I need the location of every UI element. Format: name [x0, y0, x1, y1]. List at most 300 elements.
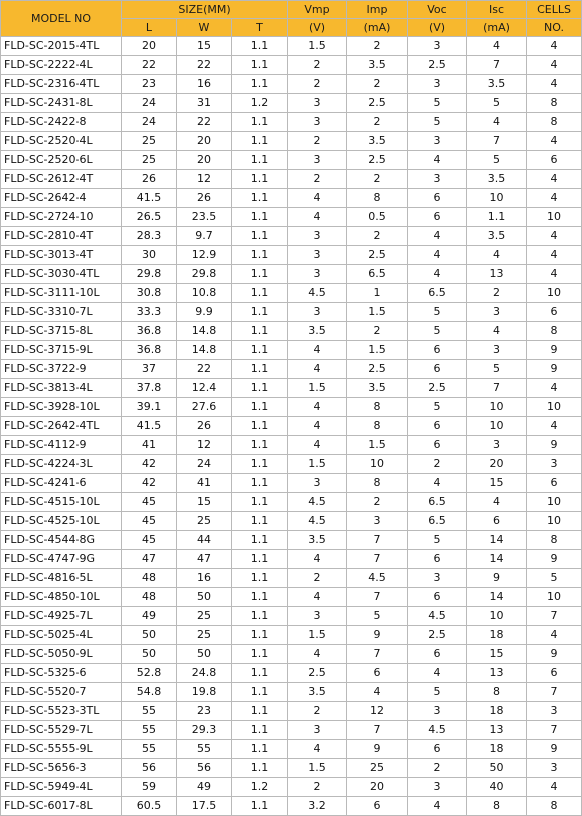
cell-width: 55: [177, 740, 232, 759]
cell-imp: 7: [347, 721, 408, 740]
cell-thickness: 1.1: [232, 664, 288, 683]
table-row: [1, 94, 582, 113]
cell-length: 30: [122, 246, 177, 265]
cell-width: 26: [177, 189, 232, 208]
cell-thickness: 1.1: [232, 683, 288, 702]
cell-isc: 18: [467, 702, 527, 721]
cell-isc: 10: [467, 417, 527, 436]
cell-thickness: 1.1: [232, 208, 288, 227]
cell-length: 48: [122, 569, 177, 588]
cell-imp: 0.5: [347, 208, 408, 227]
cell-vmp: 4: [288, 360, 347, 379]
cell-model-no: FLD-SC-3013-4T: [1, 246, 122, 265]
cell-imp: 6.5: [347, 265, 408, 284]
cell-imp: 4.5: [347, 569, 408, 588]
cell-width: 10.8: [177, 284, 232, 303]
cell-length: 41.5: [122, 189, 177, 208]
cell-width: 56: [177, 759, 232, 778]
cell-model-no: FLD-SC-4747-9G: [1, 550, 122, 569]
cell-cells: 3: [527, 759, 582, 778]
table-row: [1, 664, 582, 683]
cell-cells: 9: [527, 436, 582, 455]
cell-model-no: FLD-SC-5529-7L: [1, 721, 122, 740]
header-voc-unit: (V): [408, 19, 467, 37]
cell-isc: 4: [467, 37, 527, 56]
cell-isc: 1.1: [467, 208, 527, 227]
cell-imp: 3.5: [347, 56, 408, 75]
cell-imp: 6: [347, 797, 408, 816]
cell-isc: 20: [467, 455, 527, 474]
cell-cells: 10: [527, 398, 582, 417]
table-row: [1, 246, 582, 265]
cell-length: 37: [122, 360, 177, 379]
cell-imp: 2: [347, 37, 408, 56]
cell-thickness: 1.1: [232, 132, 288, 151]
cell-length: 55: [122, 702, 177, 721]
cell-width: 26: [177, 417, 232, 436]
cell-model-no: FLD-SC-6017-8L: [1, 797, 122, 816]
cell-voc: 5: [408, 398, 467, 417]
cell-isc: 3.5: [467, 227, 527, 246]
cell-thickness: 1.1: [232, 759, 288, 778]
cell-model-no: FLD-SC-3813-4L: [1, 379, 122, 398]
cell-imp: 7: [347, 645, 408, 664]
cell-model-no: FLD-SC-3722-9: [1, 360, 122, 379]
cell-thickness: 1.1: [232, 493, 288, 512]
table-row: [1, 303, 582, 322]
cell-isc: 9: [467, 569, 527, 588]
table-row: [1, 113, 582, 132]
cell-imp: 8: [347, 474, 408, 493]
cell-isc: 3.5: [467, 170, 527, 189]
cell-vmp: 2: [288, 778, 347, 797]
cell-voc: 3: [408, 702, 467, 721]
cell-thickness: 1.1: [232, 721, 288, 740]
cell-voc: 3: [408, 569, 467, 588]
cell-vmp: 2: [288, 56, 347, 75]
cell-model-no: FLD-SC-4816-5L: [1, 569, 122, 588]
cell-width: 23.5: [177, 208, 232, 227]
cell-width: 20: [177, 132, 232, 151]
cell-imp: 9: [347, 740, 408, 759]
header-isc: Isc: [467, 1, 527, 19]
cell-model-no: FLD-SC-5025-4L: [1, 626, 122, 645]
cell-voc: 6: [408, 208, 467, 227]
table-row: [1, 151, 582, 170]
cell-model-no: FLD-SC-4241-6: [1, 474, 122, 493]
cell-width: 14.8: [177, 322, 232, 341]
cell-thickness: 1.1: [232, 379, 288, 398]
table-row: [1, 759, 582, 778]
cell-isc: 18: [467, 740, 527, 759]
cell-vmp: 3.2: [288, 797, 347, 816]
cell-width: 27.6: [177, 398, 232, 417]
cell-vmp: 4: [288, 436, 347, 455]
cell-length: 59: [122, 778, 177, 797]
cell-vmp: 4: [288, 740, 347, 759]
cell-model-no: FLD-SC-2612-4T: [1, 170, 122, 189]
cell-cells: 9: [527, 341, 582, 360]
cell-width: 24.8: [177, 664, 232, 683]
cell-cells: 9: [527, 550, 582, 569]
header-cells: CELLS: [527, 1, 582, 19]
cell-length: 50: [122, 626, 177, 645]
cell-imp: 2: [347, 113, 408, 132]
cell-vmp: 4: [288, 550, 347, 569]
header-thickness: T: [232, 19, 288, 37]
cell-length: 24: [122, 113, 177, 132]
table-row: [1, 588, 582, 607]
cell-model-no: FLD-SC-2422-8: [1, 113, 122, 132]
cell-imp: 7: [347, 550, 408, 569]
table-row: [1, 778, 582, 797]
cell-cells: 4: [527, 379, 582, 398]
cell-model-no: FLD-SC-4544-8G: [1, 531, 122, 550]
cell-cells: 4: [527, 227, 582, 246]
cell-isc: 18: [467, 626, 527, 645]
cell-imp: 4: [347, 683, 408, 702]
cell-thickness: 1.1: [232, 113, 288, 132]
cell-vmp: 4.5: [288, 493, 347, 512]
cell-length: 24: [122, 94, 177, 113]
cell-vmp: 4: [288, 341, 347, 360]
cell-model-no: FLD-SC-4925-7L: [1, 607, 122, 626]
cell-length: 29.8: [122, 265, 177, 284]
cell-model-no: FLD-SC-3030-4TL: [1, 265, 122, 284]
cell-vmp: 3.5: [288, 683, 347, 702]
cell-voc: 5: [408, 531, 467, 550]
cell-width: 15: [177, 37, 232, 56]
cell-voc: 2.5: [408, 379, 467, 398]
cell-voc: 5: [408, 322, 467, 341]
cell-length: 26.5: [122, 208, 177, 227]
cell-voc: 3: [408, 37, 467, 56]
cell-vmp: 2.5: [288, 664, 347, 683]
cell-model-no: FLD-SC-2222-4L: [1, 56, 122, 75]
header-size: SIZE(MM): [122, 1, 288, 19]
cell-isc: 3: [467, 436, 527, 455]
cell-isc: 4: [467, 493, 527, 512]
cell-imp: 9: [347, 626, 408, 645]
cell-thickness: 1.1: [232, 797, 288, 816]
header-isc-unit: (mA): [467, 19, 527, 37]
cell-thickness: 1.1: [232, 417, 288, 436]
cell-width: 29.3: [177, 721, 232, 740]
cell-length: 25: [122, 132, 177, 151]
cell-width: 20: [177, 151, 232, 170]
cell-model-no: FLD-SC-5520-7: [1, 683, 122, 702]
cell-thickness: 1.1: [232, 75, 288, 94]
cell-cells: 9: [527, 360, 582, 379]
cell-cells: 9: [527, 740, 582, 759]
cell-cells: 6: [527, 303, 582, 322]
cell-length: 22: [122, 56, 177, 75]
cell-voc: 6: [408, 740, 467, 759]
cell-cells: 4: [527, 417, 582, 436]
cell-width: 49: [177, 778, 232, 797]
cell-thickness: 1.1: [232, 474, 288, 493]
cell-thickness: 1.1: [232, 702, 288, 721]
cell-imp: 1.5: [347, 303, 408, 322]
header-imp-unit: (mA): [347, 19, 408, 37]
cell-voc: 3: [408, 778, 467, 797]
cell-imp: 1: [347, 284, 408, 303]
cell-length: 49: [122, 607, 177, 626]
cell-imp: 2: [347, 322, 408, 341]
cell-length: 45: [122, 512, 177, 531]
cell-voc: 4: [408, 227, 467, 246]
cell-model-no: FLD-SC-4224-3L: [1, 455, 122, 474]
cell-width: 25: [177, 607, 232, 626]
cell-width: 12: [177, 170, 232, 189]
cell-isc: 3: [467, 303, 527, 322]
header-model-no: MODEL NO: [1, 1, 122, 37]
cell-cells: 8: [527, 531, 582, 550]
cell-isc: 10: [467, 398, 527, 417]
table-row: [1, 436, 582, 455]
cell-length: 55: [122, 740, 177, 759]
cell-thickness: 1.1: [232, 588, 288, 607]
table-row: [1, 360, 582, 379]
cell-length: 26: [122, 170, 177, 189]
cell-thickness: 1.1: [232, 645, 288, 664]
cell-imp: 5: [347, 607, 408, 626]
table-row: [1, 512, 582, 531]
cell-vmp: 2: [288, 170, 347, 189]
cell-cells: 4: [527, 37, 582, 56]
header-vmp-unit: (V): [288, 19, 347, 37]
table-row: [1, 531, 582, 550]
cell-isc: 40: [467, 778, 527, 797]
cell-length: 48: [122, 588, 177, 607]
cell-length: 60.5: [122, 797, 177, 816]
cell-vmp: 4: [288, 645, 347, 664]
cell-thickness: 1.1: [232, 284, 288, 303]
cell-voc: 4: [408, 797, 467, 816]
cell-length: 55: [122, 721, 177, 740]
cell-vmp: 1.5: [288, 455, 347, 474]
cell-width: 19.8: [177, 683, 232, 702]
cell-vmp: 4: [288, 417, 347, 436]
cell-vmp: 4: [288, 588, 347, 607]
table-row: [1, 417, 582, 436]
cell-isc: 7: [467, 379, 527, 398]
cell-imp: 3.5: [347, 379, 408, 398]
table-row: [1, 740, 582, 759]
cell-cells: 8: [527, 797, 582, 816]
cell-vmp: 3: [288, 246, 347, 265]
cell-length: 20: [122, 37, 177, 56]
cell-imp: 8: [347, 398, 408, 417]
cell-voc: 4.5: [408, 607, 467, 626]
cell-vmp: 3: [288, 607, 347, 626]
cell-imp: 8: [347, 417, 408, 436]
cell-length: 42: [122, 455, 177, 474]
cell-length: 54.8: [122, 683, 177, 702]
cell-thickness: 1.1: [232, 189, 288, 208]
cell-model-no: FLD-SC-5325-6: [1, 664, 122, 683]
cell-thickness: 1.1: [232, 265, 288, 284]
cell-thickness: 1.1: [232, 360, 288, 379]
cell-length: 39.1: [122, 398, 177, 417]
cell-isc: 50: [467, 759, 527, 778]
cell-cells: 3: [527, 702, 582, 721]
cell-thickness: 1.1: [232, 341, 288, 360]
cell-length: 37.8: [122, 379, 177, 398]
cell-thickness: 1.1: [232, 569, 288, 588]
cell-width: 16: [177, 569, 232, 588]
table-row: [1, 474, 582, 493]
cell-imp: 20: [347, 778, 408, 797]
cell-imp: 2.5: [347, 151, 408, 170]
cell-isc: 8: [467, 683, 527, 702]
cell-voc: 6: [408, 588, 467, 607]
cell-cells: 6: [527, 474, 582, 493]
cell-imp: 6: [347, 664, 408, 683]
cell-width: 24: [177, 455, 232, 474]
cell-model-no: FLD-SC-2724-10: [1, 208, 122, 227]
cell-cells: 7: [527, 607, 582, 626]
cell-model-no: FLD-SC-2810-4T: [1, 227, 122, 246]
cell-model-no: FLD-SC-4525-10L: [1, 512, 122, 531]
cell-model-no: FLD-SC-3310-7L: [1, 303, 122, 322]
header-imp: Imp: [347, 1, 408, 19]
cell-cells: 4: [527, 170, 582, 189]
cell-model-no: FLD-SC-3715-9L: [1, 341, 122, 360]
cell-voc: 5: [408, 303, 467, 322]
cell-cells: 5: [527, 569, 582, 588]
header-width: W: [177, 19, 232, 37]
table-row: [1, 208, 582, 227]
cell-imp: 7: [347, 588, 408, 607]
table-row: [1, 797, 582, 816]
cell-thickness: 1.1: [232, 246, 288, 265]
cell-thickness: 1.1: [232, 607, 288, 626]
table-row: [1, 170, 582, 189]
table-row: [1, 322, 582, 341]
table-row: [1, 626, 582, 645]
cell-isc: 8: [467, 797, 527, 816]
cell-model-no: FLD-SC-4112-9: [1, 436, 122, 455]
cell-vmp: 1.5: [288, 626, 347, 645]
cell-width: 15: [177, 493, 232, 512]
cell-width: 22: [177, 360, 232, 379]
table-row: [1, 398, 582, 417]
header-cells-unit: NO.: [527, 19, 582, 37]
cell-cells: 4: [527, 189, 582, 208]
cell-width: 25: [177, 626, 232, 645]
cell-vmp: 3: [288, 303, 347, 322]
table-row: [1, 569, 582, 588]
cell-length: 36.8: [122, 322, 177, 341]
cell-cells: 4: [527, 75, 582, 94]
cell-imp: 2.5: [347, 360, 408, 379]
cell-cells: 10: [527, 208, 582, 227]
cell-cells: 4: [527, 778, 582, 797]
cell-vmp: 3: [288, 113, 347, 132]
cell-voc: 3: [408, 132, 467, 151]
cell-vmp: 1.5: [288, 379, 347, 398]
cell-vmp: 3: [288, 265, 347, 284]
cell-isc: 15: [467, 474, 527, 493]
table-row: [1, 702, 582, 721]
cell-length: 30.8: [122, 284, 177, 303]
cell-width: 47: [177, 550, 232, 569]
cell-vmp: 4: [288, 208, 347, 227]
cell-model-no: FLD-SC-3715-8L: [1, 322, 122, 341]
cell-imp: 12: [347, 702, 408, 721]
cell-thickness: 1.2: [232, 94, 288, 113]
cell-imp: 1.5: [347, 436, 408, 455]
cell-vmp: 2: [288, 569, 347, 588]
cell-cells: 6: [527, 151, 582, 170]
cell-vmp: 3: [288, 721, 347, 740]
cell-width: 9.7: [177, 227, 232, 246]
cell-width: 12.4: [177, 379, 232, 398]
table-row: [1, 607, 582, 626]
table-row: [1, 645, 582, 664]
cell-cells: 9: [527, 645, 582, 664]
cell-width: 23: [177, 702, 232, 721]
cell-isc: 10: [467, 189, 527, 208]
cell-model-no: FLD-SC-2642-4TL: [1, 417, 122, 436]
table-row: [1, 550, 582, 569]
cell-vmp: 2: [288, 702, 347, 721]
cell-thickness: 1.1: [232, 740, 288, 759]
cell-cells: 7: [527, 721, 582, 740]
cell-length: 45: [122, 493, 177, 512]
cell-voc: 6: [408, 341, 467, 360]
cell-length: 41.5: [122, 417, 177, 436]
cell-vmp: 4: [288, 189, 347, 208]
cell-voc: 3: [408, 75, 467, 94]
cell-model-no: FLD-SC-5656-3: [1, 759, 122, 778]
cell-isc: 4: [467, 113, 527, 132]
header-row: [1, 1, 582, 19]
cell-vmp: 1.5: [288, 37, 347, 56]
cell-length: 47: [122, 550, 177, 569]
table-row: [1, 265, 582, 284]
cell-imp: 8: [347, 189, 408, 208]
cell-isc: 14: [467, 588, 527, 607]
cell-thickness: 1.1: [232, 626, 288, 645]
table-row: [1, 284, 582, 303]
cell-vmp: 3: [288, 474, 347, 493]
header-length: L: [122, 19, 177, 37]
cell-cells: 4: [527, 56, 582, 75]
cell-isc: 13: [467, 265, 527, 284]
cell-width: 22: [177, 56, 232, 75]
cell-cells: 3: [527, 455, 582, 474]
cell-cells: 10: [527, 493, 582, 512]
cell-length: 36.8: [122, 341, 177, 360]
cell-cells: 4: [527, 265, 582, 284]
cell-isc: 7: [467, 56, 527, 75]
table-header: [1, 1, 582, 37]
cell-isc: 4: [467, 322, 527, 341]
cell-width: 9.9: [177, 303, 232, 322]
cell-voc: 6.5: [408, 284, 467, 303]
cell-model-no: FLD-SC-5555-9L: [1, 740, 122, 759]
cell-isc: 14: [467, 531, 527, 550]
cell-model-no: FLD-SC-3111-10L: [1, 284, 122, 303]
table-row: [1, 37, 582, 56]
cell-cells: 10: [527, 284, 582, 303]
table-row: [1, 189, 582, 208]
cell-isc: 5: [467, 360, 527, 379]
cell-width: 16: [177, 75, 232, 94]
cell-cells: 4: [527, 626, 582, 645]
